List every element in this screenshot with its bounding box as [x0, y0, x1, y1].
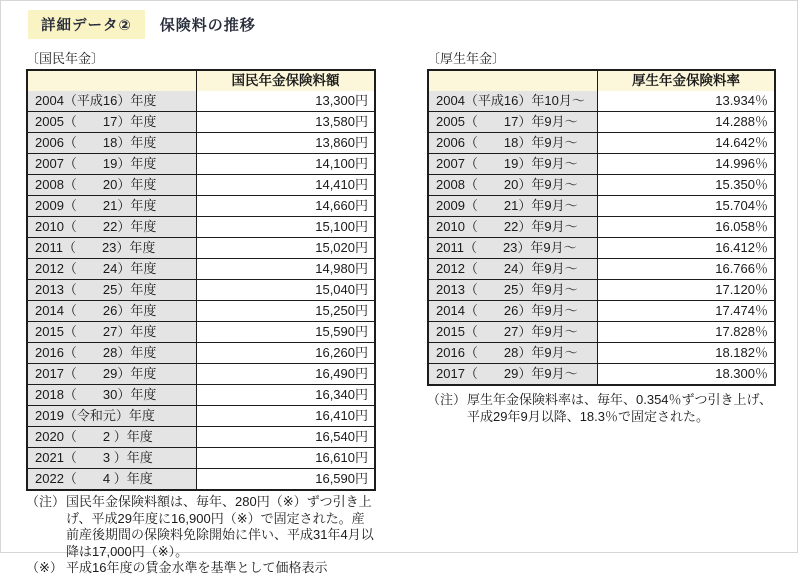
table-row [28, 363, 374, 384]
year-cell: 2008（ 20）年度 [28, 175, 196, 195]
year-cell: 2014（ 26）年9月～ [429, 301, 597, 321]
premium-amount-cell: 13,860円 [196, 133, 374, 153]
premium-amount-cell: 16,340円 [196, 385, 374, 405]
year-cell: 2006（ 18）年9月～ [429, 133, 597, 153]
note-text: 平成16年度の賃金水準を基準として価格表示 [66, 560, 328, 575]
table-row [28, 132, 374, 153]
table-header-row [28, 71, 374, 91]
employees-pension-notes [427, 392, 776, 425]
premium-rate-cell: 18.300％ [597, 364, 774, 384]
year-cell: 2005（ 17）年度 [28, 112, 196, 132]
table-row [429, 321, 774, 342]
table-row [429, 216, 774, 237]
national-pension-label: 〔国民年金〕 [26, 51, 105, 66]
year-cell: 2010（ 22）年度 [28, 217, 196, 237]
premium-amount-cell: 15,040円 [196, 280, 374, 300]
year-cell: 2010（ 22）年9月～ [429, 217, 597, 237]
page-title: 保険料の推移 [159, 17, 256, 34]
premium-amount-cell: 14,660円 [196, 196, 374, 216]
year-cell: 2020（ 2 ）年度 [28, 427, 196, 447]
year-cell: 2016（ 28）年度 [28, 343, 196, 363]
table-header-row [429, 71, 774, 91]
premium-rate-cell: 17.474％ [597, 301, 774, 321]
year-cell: 2015（ 27）年9月～ [429, 322, 597, 342]
premium-amount-cell: 15,020円 [196, 238, 374, 258]
note-row [427, 392, 776, 425]
year-cell: 2021（ 3 ）年度 [28, 448, 196, 468]
year-cell: 2007（ 19）年9月～ [429, 154, 597, 174]
table-row [28, 258, 374, 279]
year-cell: 2004（平成16）年10月～ [429, 91, 597, 111]
premium-amount-cell: 13,300円 [196, 91, 374, 111]
corner-cell [28, 71, 196, 91]
premium-amount-cell: 16,610円 [196, 448, 374, 468]
year-cell: 2014（ 26）年度 [28, 301, 196, 321]
table-row [28, 447, 374, 468]
year-cell: 2011（ 23）年9月～ [429, 238, 597, 258]
premium-rate-cell: 13.934％ [597, 91, 774, 111]
table-row [429, 195, 774, 216]
premium-rate-cell: 15.704％ [597, 196, 774, 216]
table-row [28, 237, 374, 258]
premium-rate-cell: 18.182％ [597, 343, 774, 363]
premium-amount-cell: 15,100円 [196, 217, 374, 237]
premium-amount-cell: 16,590円 [196, 469, 374, 489]
note-row [26, 494, 376, 560]
premium-amount-cell: 13,580円 [196, 112, 374, 132]
table-row [429, 300, 774, 321]
premium-rate-cell: 16.766％ [597, 259, 774, 279]
year-cell: 2016（ 28）年9月～ [429, 343, 597, 363]
table-row [429, 132, 774, 153]
corner-cell [429, 71, 597, 91]
premium-rate-cell: 14.288％ [597, 112, 774, 132]
premium-rate-cell: 15.350％ [597, 175, 774, 195]
premium-amount-cell: 14,100円 [196, 154, 374, 174]
table-row [429, 363, 774, 384]
table-row [429, 174, 774, 195]
document-header [28, 10, 256, 39]
year-cell: 2009（ 21）年度 [28, 196, 196, 216]
premium-amount-cell: 14,980円 [196, 259, 374, 279]
premium-rate-cell: 16.412％ [597, 238, 774, 258]
premium-amount-cell: 16,490円 [196, 364, 374, 384]
premium-rate-cell: 17.828％ [597, 322, 774, 342]
year-cell: 2012（ 24）年9月～ [429, 259, 597, 279]
year-cell: 2011（ 23）年度 [28, 238, 196, 258]
table-row [429, 342, 774, 363]
table-row [429, 237, 774, 258]
table-row [429, 279, 774, 300]
note-marker: （※） [26, 560, 63, 575]
table-row [429, 258, 774, 279]
year-cell: 2013（ 25）年度 [28, 280, 196, 300]
table-row [28, 174, 374, 195]
employees-pension-label: 〔厚生年金〕 [427, 51, 506, 66]
national-pension-notes [26, 494, 376, 577]
employees-pension-table [427, 69, 776, 386]
year-cell: 2007（ 19）年度 [28, 154, 196, 174]
table-row [28, 426, 374, 447]
note-marker: （注） [26, 494, 66, 509]
premium-amount-cell: 16,540円 [196, 427, 374, 447]
note-text: 厚生年金保険料率は、毎年、0.354％ずつ引き上げ、平成29年9月以降、18.3％で固定された。 [467, 392, 773, 424]
table-row [28, 300, 374, 321]
year-cell: 2005（ 17）年9月～ [429, 112, 597, 132]
table-row [28, 216, 374, 237]
value-header-cell: 国民年金保険料額 [196, 71, 374, 91]
national-pension-table [26, 69, 376, 491]
employees-pension-section [427, 51, 776, 425]
table-row [28, 321, 374, 342]
table-body [429, 91, 774, 384]
table-row [28, 468, 374, 489]
table-row [28, 342, 374, 363]
table-row [429, 111, 774, 132]
premium-rate-cell: 16.058％ [597, 217, 774, 237]
year-cell: 2019（令和元）年度 [28, 406, 196, 426]
table-row [28, 195, 374, 216]
year-cell: 2009（ 21）年9月～ [429, 196, 597, 216]
year-cell: 2017（ 29）年度 [28, 364, 196, 384]
table-row [28, 405, 374, 426]
premium-rate-cell: 14.996％ [597, 154, 774, 174]
year-cell: 2008（ 20）年9月～ [429, 175, 597, 195]
year-cell: 2012（ 24）年度 [28, 259, 196, 279]
table-row [28, 153, 374, 174]
premium-amount-cell: 15,590円 [196, 322, 374, 342]
table-row [28, 91, 374, 111]
table-row [28, 111, 374, 132]
premium-amount-cell: 16,260円 [196, 343, 374, 363]
year-cell: 2006（ 18）年度 [28, 133, 196, 153]
year-cell: 2004（平成16）年度 [28, 91, 196, 111]
year-cell: 2015（ 27）年度 [28, 322, 196, 342]
year-cell: 2022（ 4 ）年度 [28, 469, 196, 489]
table-row [429, 91, 774, 111]
premium-amount-cell: 15,250円 [196, 301, 374, 321]
premium-rate-cell: 17.120％ [597, 280, 774, 300]
premium-rate-cell: 14.642％ [597, 133, 774, 153]
value-header-cell: 厚生年金保険料率 [597, 71, 774, 91]
year-cell: 2017（ 29）年9月～ [429, 364, 597, 384]
national-pension-section [26, 51, 376, 577]
note-marker: （注） [427, 392, 467, 407]
premium-amount-cell: 14,410円 [196, 175, 374, 195]
detail-data-badge: 詳細データ② [28, 10, 145, 39]
note-row [26, 560, 376, 577]
table-row [28, 384, 374, 405]
year-cell: 2018（ 30）年度 [28, 385, 196, 405]
table-row [28, 279, 374, 300]
year-cell: 2013（ 25）年9月～ [429, 280, 597, 300]
premium-amount-cell: 16,410円 [196, 406, 374, 426]
note-text: 国民年金保険料額は、毎年、280円（※）ずつ引き上げ、平成29年度に16,900円（※）で固定された。産前産後期間の保険料免除開始に伴い、平成31年4月以降は17,000円（※）。 [66, 494, 374, 559]
table-row [429, 153, 774, 174]
table-body [28, 91, 374, 489]
